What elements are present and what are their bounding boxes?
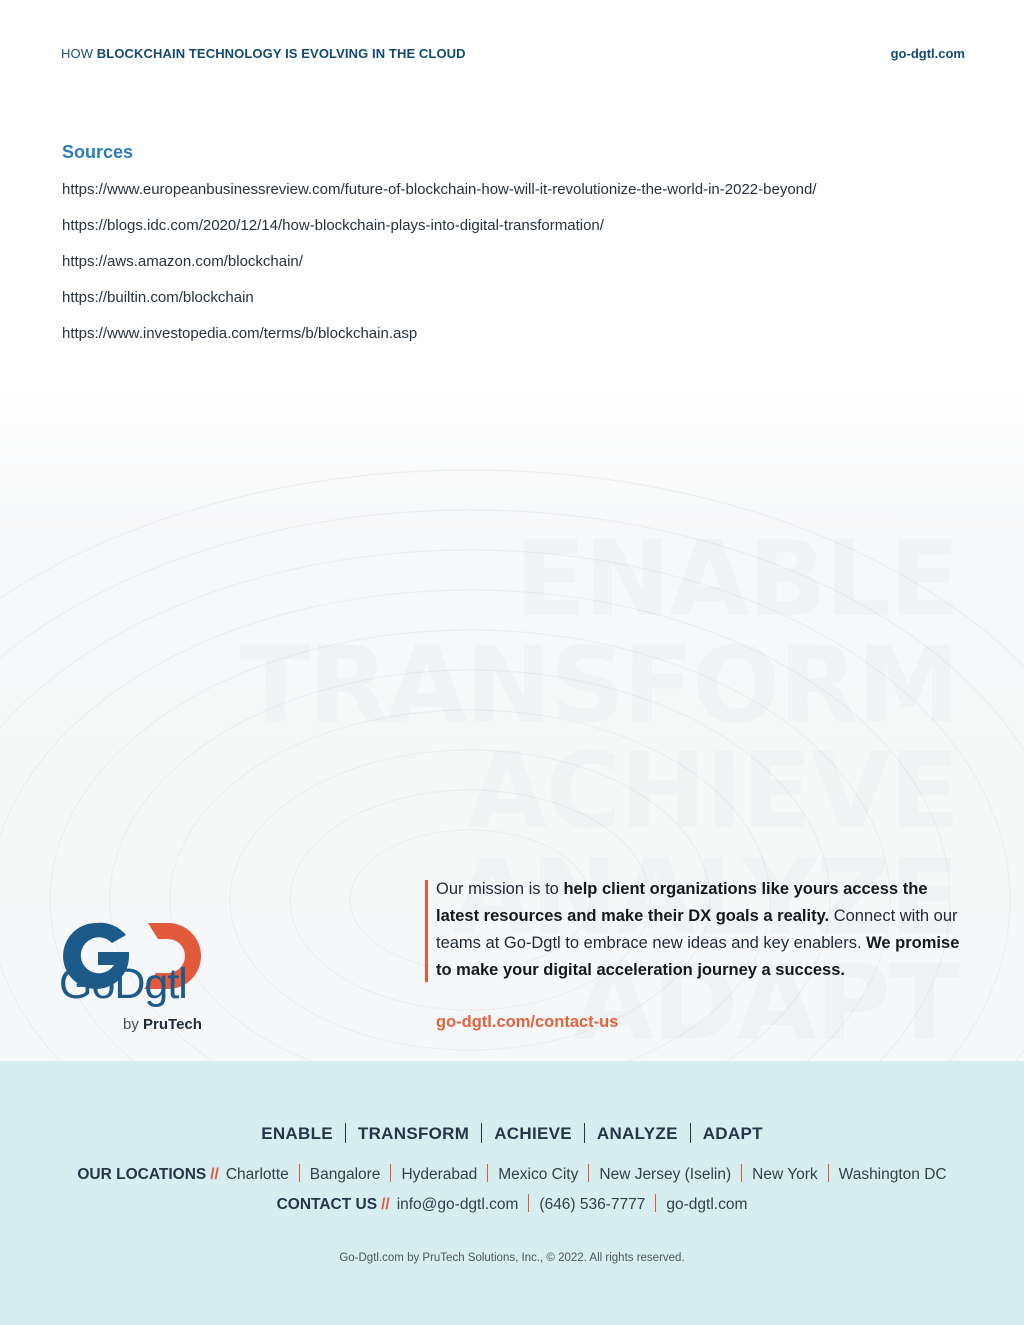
source-link[interactable]: https://www.europeanbusinessreview.com/future-of-blockchain-how-will-it-revolutionize-the-world-in-2022-beyond/ bbox=[62, 181, 817, 198]
mission-statement bbox=[436, 876, 966, 984]
location-item: Hyderabad bbox=[401, 1166, 478, 1183]
separator bbox=[390, 1164, 391, 1182]
source-link[interactable]: https://www.investopedia.com/terms/b/blockchain.asp bbox=[62, 325, 418, 342]
watermark-word bbox=[240, 526, 958, 632]
footer bbox=[0, 1061, 1024, 1325]
logo-wordmark: GoDgtl bbox=[59, 960, 187, 1008]
logo-byline bbox=[123, 1016, 202, 1033]
separator bbox=[690, 1123, 691, 1143]
location-item: New York bbox=[752, 1166, 818, 1183]
separator bbox=[655, 1194, 656, 1212]
mission-bold-text: help client organizations like yours access the latest resources and make their DX goals a reality. bbox=[436, 880, 928, 925]
sources-heading: Sources bbox=[62, 142, 134, 162]
contact-label: CONTACT US bbox=[276, 1196, 378, 1213]
contact-website[interactable]: go-dgtl.com bbox=[666, 1196, 748, 1213]
mission-text: Connect with our teams at Go-Dgtl to embrace new ideas and key enablers. bbox=[436, 907, 958, 952]
source-link[interactable]: https://blogs.idc.com/2020/12/14/how-blockchain-plays-into-digital-transformation/ bbox=[62, 217, 604, 234]
sources-list bbox=[62, 181, 817, 361]
mission-accent-bar bbox=[425, 880, 428, 982]
separator bbox=[588, 1164, 589, 1182]
copyright: Go-Dgtl.com by PruTech Solutions, Inc., © 2022. All rights reserved. bbox=[339, 1252, 685, 1264]
contact-email[interactable]: info@go-dgtl.com bbox=[396, 1196, 519, 1213]
verb: TRANSFORM bbox=[357, 1124, 470, 1143]
footer-locations bbox=[0, 1164, 1024, 1184]
mission-text: Our mission is to bbox=[436, 880, 564, 898]
locations-label: OUR LOCATIONS bbox=[77, 1166, 207, 1183]
separator bbox=[299, 1164, 300, 1182]
separator bbox=[828, 1164, 829, 1182]
location-item: Bangalore bbox=[309, 1166, 381, 1183]
slash-divider: // bbox=[381, 1196, 390, 1213]
verb: ACHIEVE bbox=[494, 1124, 572, 1143]
separator bbox=[741, 1164, 742, 1182]
contact-us-link[interactable]: go-dgtl.com/contact-us bbox=[436, 1013, 619, 1031]
separator bbox=[481, 1123, 482, 1143]
separator bbox=[345, 1123, 346, 1143]
header-site-link[interactable]: go-dgtl.com bbox=[890, 46, 965, 61]
separator bbox=[528, 1194, 529, 1212]
mission-bold-text: We promise to make your digital acceleration journey a success. bbox=[436, 934, 960, 979]
logo-brand: PruTech bbox=[143, 1016, 202, 1033]
header-title bbox=[61, 46, 466, 61]
separator bbox=[487, 1164, 488, 1182]
header-title-bold: BLOCKCHAIN TECHNOLOGY IS EVOLVING IN THE CLOUD bbox=[96, 46, 466, 61]
source-link[interactable]: https://aws.amazon.com/blockchain/ bbox=[62, 253, 303, 270]
location-item: New Jersey (Iselin) bbox=[599, 1166, 732, 1183]
footer-verbs bbox=[0, 1123, 1024, 1144]
slash-divider: // bbox=[210, 1166, 219, 1183]
logo-by-text: by bbox=[123, 1016, 139, 1033]
verb: ENABLE bbox=[261, 1124, 333, 1143]
source-link[interactable]: https://builtin.com/blockchain bbox=[62, 289, 254, 306]
watermark-word bbox=[240, 738, 958, 844]
header-prefix: HOW bbox=[61, 46, 94, 61]
watermark-word bbox=[240, 632, 958, 738]
location-item: Mexico City bbox=[498, 1166, 579, 1183]
separator bbox=[584, 1123, 585, 1143]
location-item: Washington DC bbox=[838, 1166, 947, 1183]
contact-phone[interactable]: (646) 536-7777 bbox=[539, 1196, 646, 1213]
verb: ADAPT bbox=[702, 1124, 763, 1143]
location-item: Charlotte bbox=[225, 1166, 289, 1183]
verb: ANALYZE bbox=[596, 1124, 678, 1143]
footer-contacts bbox=[0, 1194, 1024, 1214]
